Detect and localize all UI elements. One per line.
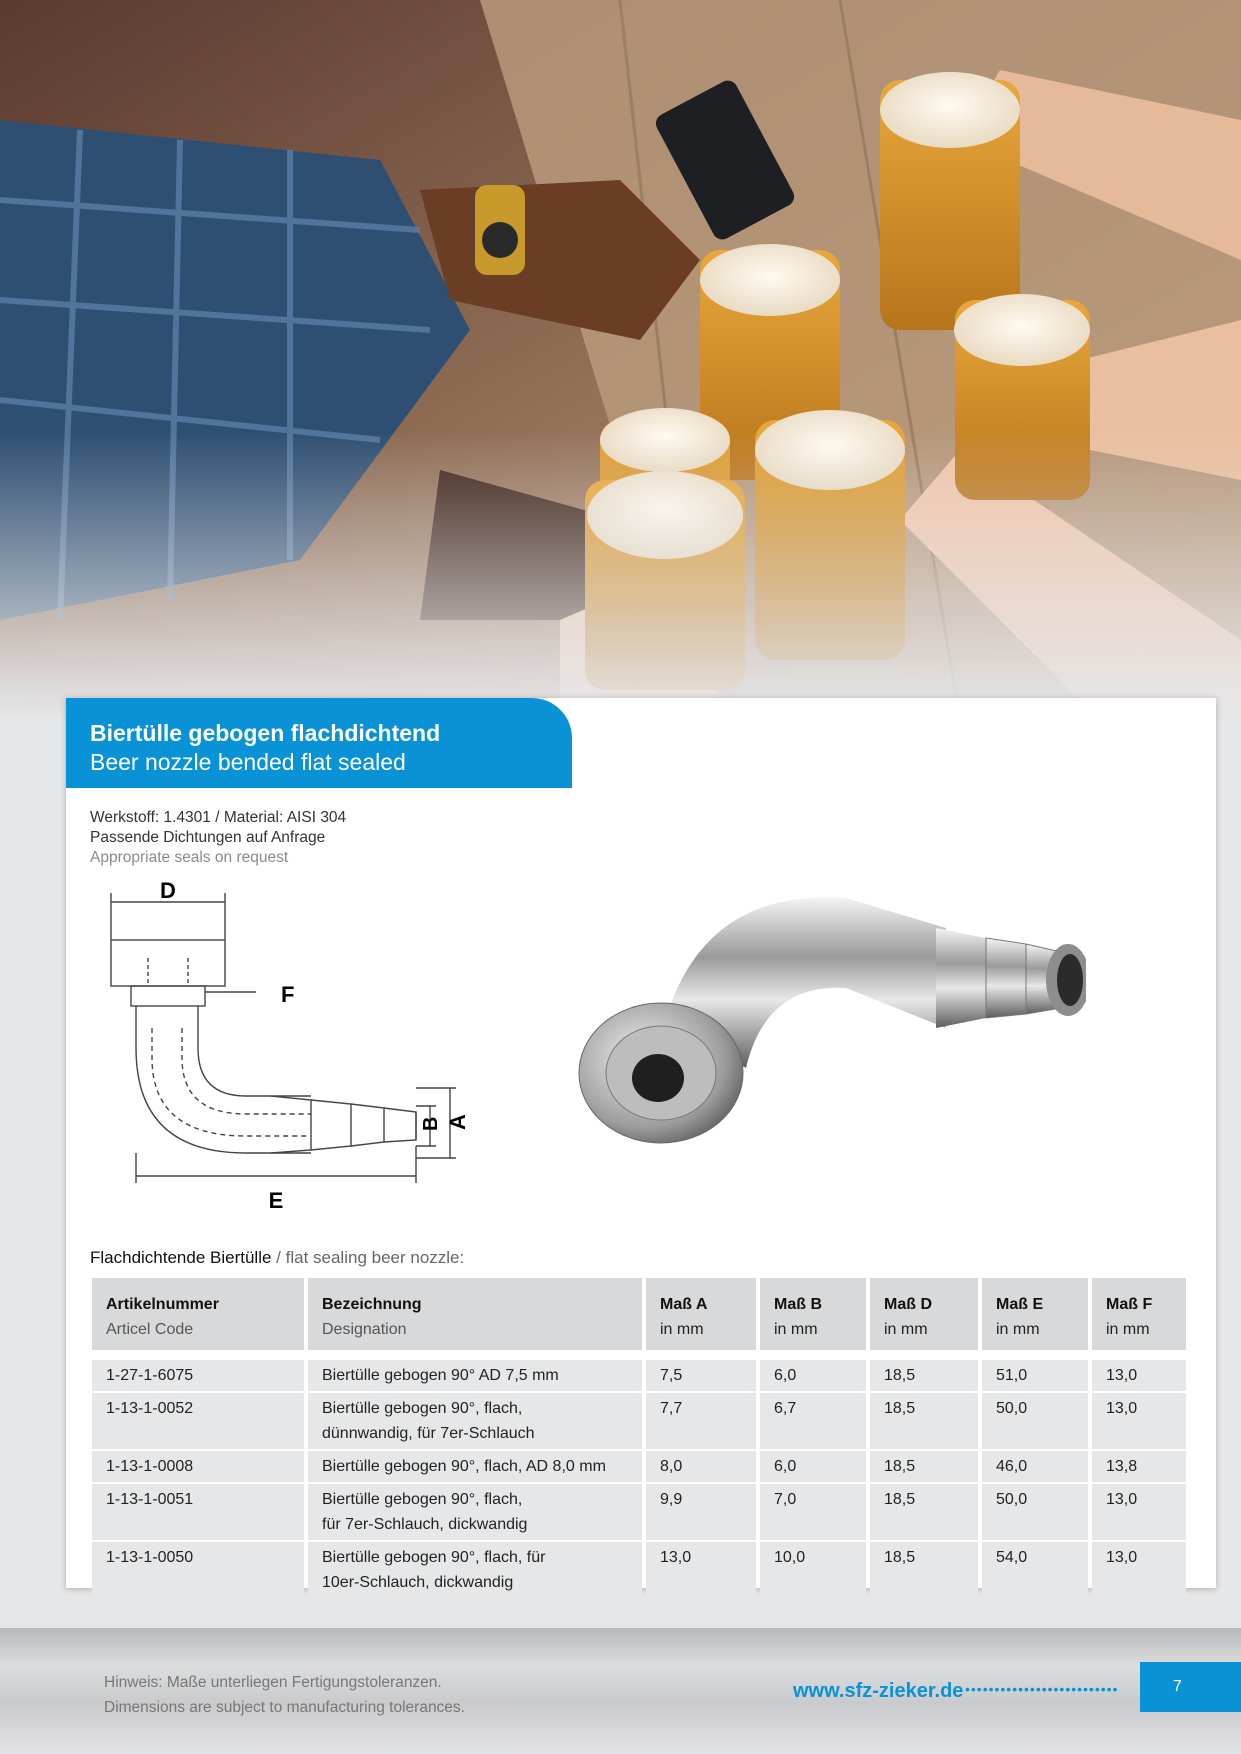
cell-a: 13,0 [646, 1540, 756, 1598]
header-dim-b: Maß B in mm [760, 1278, 866, 1350]
cell-e: 51,0 [982, 1358, 1088, 1391]
cell-f: 13,0 [1092, 1540, 1186, 1598]
header-dim-d: Maß D in mm [870, 1278, 978, 1350]
cell-b: 6,7 [760, 1391, 866, 1449]
seals-note-en: Appropriate seals on request [90, 849, 289, 866]
cell-f: 13,0 [1092, 1482, 1186, 1540]
cell-b: 6,0 [760, 1358, 866, 1391]
cell-e: 54,0 [982, 1540, 1088, 1598]
material-line: Werkstoff: 1.4301 / Material: AISI 304 [90, 809, 347, 826]
table-row [92, 1482, 1186, 1540]
dim-label-b: B [420, 1116, 442, 1131]
section-title-tab [66, 698, 572, 788]
cell-d: 18,5 [870, 1391, 978, 1449]
cell-desc: Biertülle gebogen 90°, flach, AD 8,0 mm [308, 1449, 642, 1482]
dim-label-d: D [160, 878, 176, 903]
cell-e: 46,0 [982, 1449, 1088, 1482]
cell-f: 13,0 [1092, 1358, 1186, 1391]
seals-note-de: Passende Dichtungen auf Anfrage [90, 829, 326, 846]
website-link[interactable]: www.sfz-zieker.de [793, 1680, 964, 1702]
cell-d: 18,5 [870, 1449, 978, 1482]
cell-desc: Biertülle gebogen 90°, flach, dünnwandig, für 7er-Schlauch [308, 1391, 642, 1449]
table-row [92, 1449, 1186, 1482]
product-photo [546, 868, 1086, 1173]
tolerance-note [104, 1670, 465, 1720]
cell-code: 1-13-1-0008 [92, 1449, 304, 1482]
cell-e: 50,0 [982, 1391, 1088, 1449]
cell-desc: Biertülle gebogen 90°, flach, für 7er-Schlauch, dickwandig [308, 1482, 642, 1540]
cell-d: 18,5 [870, 1358, 978, 1391]
cell-a: 8,0 [646, 1449, 756, 1482]
page-number: 7 [1173, 1678, 1182, 1695]
dim-label-e: E [268, 1188, 284, 1213]
table-row [92, 1540, 1186, 1598]
product-card [66, 698, 1216, 1591]
header-designation: Bezeichnung Designation [308, 1278, 642, 1350]
dim-label-f: F [281, 982, 295, 1007]
cell-d: 18,5 [870, 1482, 978, 1540]
header-dim-e: Maß E in mm [982, 1278, 1088, 1350]
cell-desc: Biertülle gebogen 90° AD 7,5 mm [308, 1358, 642, 1391]
cell-code: 1-27-1-6075 [92, 1358, 304, 1391]
header-article-code: Artikelnummer Articel Code [92, 1278, 304, 1350]
technical-drawing [86, 878, 486, 1223]
material-info [90, 808, 346, 868]
cell-desc: Biertülle gebogen 90°, flach, für 10er-Schlauch, dickwandig [308, 1540, 642, 1598]
cell-code: 1-13-1-0052 [92, 1391, 304, 1449]
dotted-leader: •••••••••••••••••••••••••• [965, 1681, 1119, 1697]
cell-b: 10,0 [760, 1540, 866, 1598]
cell-a: 7,5 [646, 1358, 756, 1391]
page-number-box [1140, 1662, 1241, 1712]
page-footer [0, 1628, 1241, 1754]
cell-d: 18,5 [870, 1540, 978, 1598]
cell-code: 1-13-1-0050 [92, 1540, 304, 1598]
header-dim-a: Maß A in mm [646, 1278, 756, 1350]
cell-f: 13,8 [1092, 1449, 1186, 1482]
table-header-row [92, 1278, 1186, 1350]
cell-f: 13,0 [1092, 1391, 1186, 1449]
section-title-de: Biertülle gebogen flachdichtend [90, 720, 441, 746]
cell-a: 9,9 [646, 1482, 756, 1540]
tolerance-note-en: Dimensions are subject to manufacturing tolerances. [104, 1699, 465, 1716]
table-row [92, 1391, 1186, 1449]
table-caption [90, 1248, 464, 1268]
header-dim-f: Maß F in mm [1092, 1278, 1186, 1350]
cell-code: 1-13-1-0051 [92, 1482, 304, 1540]
table-caption-en: / flat sealing beer nozzle: [271, 1248, 465, 1267]
table-caption-de: Flachdichtende Biertülle [90, 1248, 272, 1267]
cell-a: 7,7 [646, 1391, 756, 1449]
cell-b: 6,0 [760, 1449, 866, 1482]
dim-label-a: A [445, 1114, 470, 1130]
hero-photo [0, 0, 1241, 720]
spec-table [88, 1278, 1190, 1598]
section-title-en: Beer nozzle bended flat sealed [90, 749, 406, 775]
cell-b: 7,0 [760, 1482, 866, 1540]
table-row [92, 1358, 1186, 1391]
cell-e: 50,0 [982, 1482, 1088, 1540]
tolerance-note-de: Hinweis: Maße unterliegen Fertigungstoleranzen. [104, 1674, 442, 1691]
